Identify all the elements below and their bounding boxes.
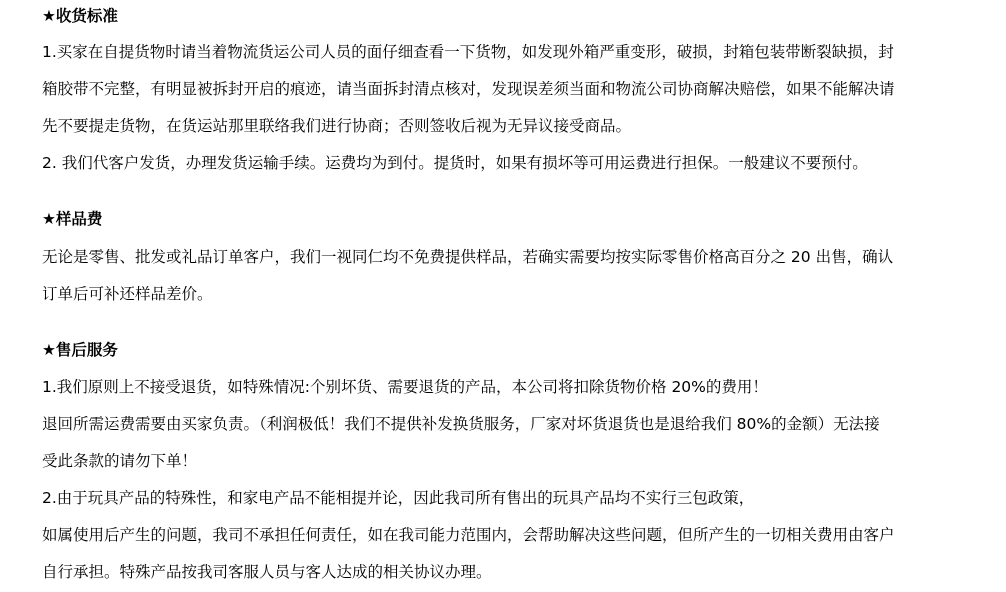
- receipt-paragraph-line: 先不要提走货物，在货运站那里联络我们进行协商；否则签收后视为无异议接受商品。: [42, 117, 632, 135]
- section-heading-sample-fee: ★样品费: [42, 210, 103, 228]
- after-sales-paragraph-line: 受此条款的请勿下单！: [42, 452, 198, 470]
- after-sales-paragraph-line: 2.由于玩具产品的特殊性，和家电产品不能相提并论，因此我司所有售出的玩具产品均不实行三包政策，: [42, 489, 755, 507]
- sample-paragraph-line: 订单后可补还样品差价。: [42, 285, 213, 303]
- receipt-paragraph-line: 箱胶带不完整，有明显被拆封开启的痕迹，请当面拆封清点核对，发现误差须当面和物流公司协商解决赔偿，如果不能解决请: [42, 80, 895, 98]
- sample-paragraph-line: 无论是零售、批发或礼品订单客户，我们一视同仁均不免费提供样品，若确实需要均按实际零售价格高百分之 20 出售，确认: [42, 248, 894, 266]
- section-heading-after-sales: ★售后服务: [42, 341, 118, 359]
- receipt-paragraph-line: 1.买家在自提货物时请当着物流货运公司人员的面仔细查看一下货物，如发现外箱严重变形，破损，封箱包装带断裂缺损，封: [42, 43, 894, 61]
- receipt-paragraph-line: 2. 我们代客户发货，办理发货运输手续。运费均为到付。提货时，如果有损坏等可用运费进行担保。一般建议不要预付。: [42, 154, 868, 172]
- after-sales-paragraph-line: 如属使用后产生的问题，我司不承担任何责任，如在我司能力范围内，会帮助解决这些问题，但所产生的一切相关费用由客户: [42, 526, 895, 544]
- after-sales-paragraph-line: 自行承担。特殊产品按我司客服人员与客人达成的相关协议办理。: [42, 563, 492, 581]
- after-sales-paragraph-line: 1.我们原则上不接受退货，如特殊情况:个别坏货、需要退货的产品，本公司将扣除货物价格 20%的费用！: [42, 378, 768, 396]
- after-sales-paragraph-line: 退回所需运费需要由买家负责。（利润极低！我们不提供补发换货服务，厂家对坏货退货也是退给我们 80%的金额）无法接: [42, 415, 880, 433]
- section-heading-receipt-standard: ★收货标准: [42, 7, 118, 25]
